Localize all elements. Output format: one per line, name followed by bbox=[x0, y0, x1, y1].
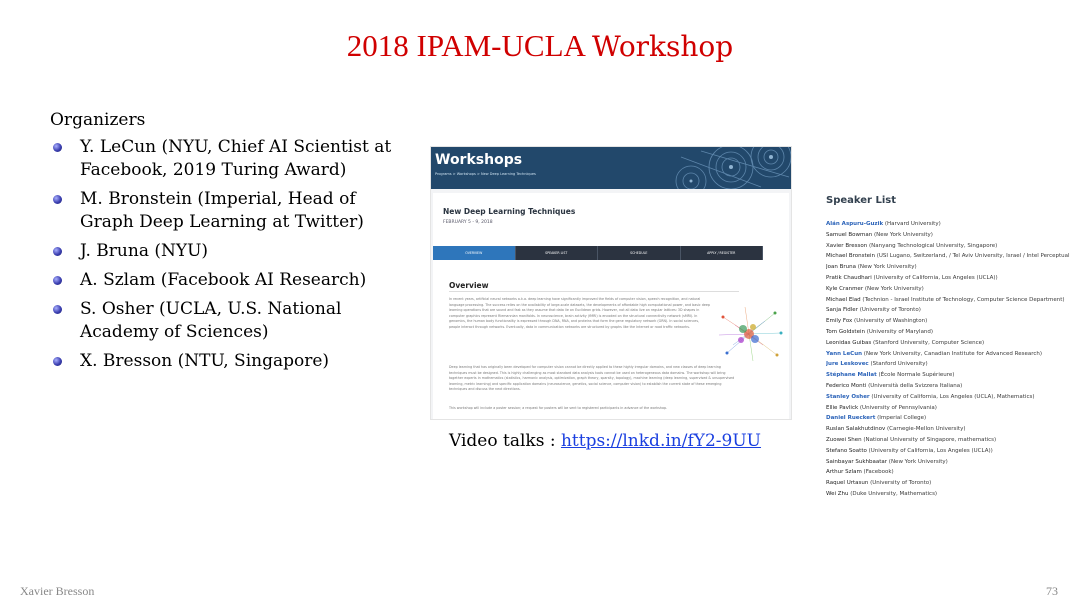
organizers-heading: Organizers bbox=[50, 110, 146, 130]
speaker-name[interactable]: Stéphane Mallat bbox=[826, 372, 877, 379]
bullet-icon bbox=[53, 305, 62, 314]
speaker-name[interactable]: Tom Goldstein bbox=[826, 328, 865, 335]
list-item bbox=[50, 188, 400, 234]
list-item bbox=[826, 338, 1076, 349]
list-item bbox=[826, 489, 1076, 500]
list-item bbox=[50, 136, 400, 182]
speaker-name[interactable]: Daniel Rueckert bbox=[826, 415, 876, 422]
list-item bbox=[826, 284, 1076, 295]
speaker-affiliation: (University of Washington) bbox=[852, 318, 928, 325]
organizer-text: Y. LeCun (NYU, Chief AI Scientist at Facebook, 2019 Turing Award) bbox=[80, 137, 392, 180]
speaker-affiliation: (Stanford University) bbox=[868, 361, 928, 368]
speaker-name[interactable]: Samuel Bowman bbox=[826, 231, 873, 238]
list-item bbox=[826, 305, 1076, 316]
speaker-affiliation: (University of California, Los Angeles (UCLA)) bbox=[871, 274, 998, 281]
speaker-name[interactable]: Ellie Pavlick bbox=[826, 404, 859, 411]
speaker-affiliation: (University of Pennsylvania) bbox=[858, 404, 937, 411]
event-title: New Deep Learning Techniques bbox=[443, 207, 576, 216]
network-graph-image bbox=[715, 305, 783, 363]
speaker-name[interactable]: Alán Aspuru-Guzik bbox=[826, 221, 884, 227]
bullet-icon bbox=[53, 357, 62, 366]
speaker-list-heading: Speaker List bbox=[826, 195, 896, 206]
organizer-text: A. Szlam (Facebook AI Research) bbox=[80, 270, 367, 290]
speaker-affiliation: (University of Maryland) bbox=[864, 328, 934, 335]
speaker-name[interactable]: Wei Zhu bbox=[826, 490, 849, 497]
speaker-affiliation: (University of California, Los Angeles (UCLA), Mathematics) bbox=[869, 393, 1035, 400]
organizer-text: M. Bronstein (Imperial, Head of Graph Deep Learning at Twitter) bbox=[80, 189, 364, 232]
organizer-text: S. Osher (UCLA, U.S. National Academy of Sciences) bbox=[80, 299, 342, 342]
speaker-name[interactable]: Raquel Urtasun bbox=[826, 480, 869, 487]
list-item bbox=[826, 467, 1076, 478]
speaker-affiliation: (Stanford University, Computer Science) bbox=[871, 339, 985, 346]
speaker-name[interactable]: Yann LeCun bbox=[826, 350, 863, 357]
speaker-name[interactable]: Federico Monti bbox=[826, 382, 867, 389]
list-item bbox=[826, 219, 1076, 230]
bullet-icon bbox=[53, 276, 62, 285]
list-item bbox=[50, 269, 400, 292]
speaker-name[interactable]: Sanja Fidler bbox=[826, 307, 858, 314]
overview-paragraph: This workshop will include a poster session; a request for posters will be sent to registered participants in advance of the workshop. bbox=[449, 406, 668, 410]
list-item bbox=[826, 327, 1076, 338]
list-item bbox=[50, 240, 400, 263]
title-main: 2018 IPAM-UCLA bbox=[346, 28, 592, 63]
tab-speaker-list[interactable]: SPEAKER LIST bbox=[516, 246, 599, 260]
speaker-affiliation: (Imperial College) bbox=[875, 415, 927, 422]
speaker-affiliation: (University of California, Los Angeles (UCLA)) bbox=[866, 447, 993, 454]
overview-heading: Overview bbox=[449, 281, 489, 290]
tab-schedule[interactable]: SCHEDULE bbox=[598, 246, 681, 260]
speaker-affiliation: (New York University) bbox=[863, 285, 924, 292]
slide-title bbox=[0, 28, 1080, 64]
speaker-affiliation: (New York University) bbox=[855, 264, 917, 271]
video-label: Video talks : bbox=[449, 431, 561, 451]
list-item bbox=[826, 349, 1076, 360]
tab-overview[interactable]: OVERVIEW bbox=[433, 246, 516, 260]
speaker-name[interactable]: Ruslan Salakhutdinov bbox=[826, 426, 886, 433]
website-tabs bbox=[433, 246, 763, 260]
speaker-affiliation: (University of Toronto) bbox=[857, 307, 921, 314]
speaker-name[interactable]: Stefano Soatto bbox=[826, 447, 867, 454]
list-item bbox=[826, 251, 1076, 262]
divider bbox=[449, 291, 739, 292]
tab-apply-register[interactable]: APPLY / REGISTER bbox=[681, 246, 764, 260]
speaker-name[interactable]: Michael Elad bbox=[826, 296, 861, 303]
list-item bbox=[826, 403, 1076, 414]
overview-paragraph: Deep learning that has originally been developed for computer vision cannot be directly applied to these highly irregular domains, and new classes of deep learning techniques must be designed. This is highly challenging as most standard data analysis tools cannot be used on heterogeneous data domains. The workshop will bring together experts in mathematics (statistics, harmonic analysis, optimization, graph theory, sparsity, topology), machine learning (deep learning, supervised & unsupervised learning, metric learning) and specific application domains (neuroscience, genetics, social science, computer vision) to establish the current state of these emerging techniques and discuss the next directions. bbox=[449, 365, 735, 392]
speaker-name[interactable]: Xavier Bresson bbox=[826, 242, 868, 249]
organizer-text: X. Bresson (NTU, Singapore) bbox=[80, 351, 330, 371]
list-item bbox=[826, 316, 1076, 327]
list-item bbox=[826, 262, 1076, 273]
speaker-affiliation: (University of Toronto) bbox=[868, 480, 932, 487]
breadcrumb: Programs > Workshops > New Deep Learning Techniques bbox=[435, 172, 536, 176]
speaker-affiliation: (Carnegie-Mellon University) bbox=[885, 426, 966, 433]
header-decoration-icon bbox=[621, 147, 791, 189]
event-date: FEBRUARY 5 - 9, 2018 bbox=[443, 220, 493, 225]
title-workshop: Workshop bbox=[591, 30, 734, 63]
list-item bbox=[826, 295, 1076, 306]
speaker-affiliation: (New York University) bbox=[887, 458, 948, 465]
website-header bbox=[431, 147, 791, 189]
bullet-icon bbox=[53, 143, 62, 152]
speaker-name[interactable]: Leonidas Guibas bbox=[826, 339, 872, 346]
workshop-website-screenshot bbox=[430, 146, 792, 420]
speaker-name[interactable]: Emily Fox bbox=[826, 318, 853, 325]
speaker-affiliation: (Facebook) bbox=[861, 469, 894, 476]
speaker-affiliation: (National University of Singapore, mathematics) bbox=[861, 436, 997, 443]
speaker-affiliation: (Technion - Israel Institute of Technology, Computer Science Department) bbox=[860, 296, 1065, 303]
organizer-text: J. Bruna (NYU) bbox=[80, 241, 209, 261]
speaker-name[interactable]: Stanley Osher bbox=[826, 393, 870, 400]
speaker-name[interactable]: Michael Bronstein bbox=[826, 253, 875, 260]
list-item bbox=[826, 359, 1076, 370]
list-item bbox=[826, 446, 1076, 457]
speaker-affiliation: (École Normale Supérieure) bbox=[876, 372, 955, 379]
speaker-name[interactable]: Jure Leskovec bbox=[826, 361, 869, 368]
speaker-name[interactable]: Kyle Cranmer bbox=[826, 285, 864, 292]
speaker-affiliation: (Harvard University) bbox=[883, 221, 941, 227]
list-item bbox=[826, 230, 1076, 241]
list-item bbox=[826, 381, 1076, 392]
list-item bbox=[826, 435, 1076, 446]
list-item bbox=[50, 298, 400, 344]
list-item bbox=[826, 424, 1076, 435]
video-talks bbox=[449, 431, 761, 451]
list-item bbox=[826, 241, 1076, 252]
speaker-name[interactable]: Sainbayar Sukhbaatar bbox=[826, 458, 888, 465]
speaker-affiliation: (New York University) bbox=[872, 231, 933, 238]
speaker-affiliation: (Nanyang Technological University, Singapore) bbox=[867, 242, 998, 249]
website-header-title: Workshops bbox=[435, 152, 523, 168]
speaker-name[interactable]: Joan Bruna bbox=[826, 264, 856, 271]
speaker-affiliation: (Duke University, Mathematics) bbox=[848, 490, 938, 497]
list-item bbox=[826, 273, 1076, 284]
footer-author: Xavier Bresson bbox=[20, 584, 95, 598]
list-item bbox=[826, 392, 1076, 403]
list-item bbox=[826, 457, 1076, 468]
page-number: 73 bbox=[1046, 584, 1058, 598]
list-item bbox=[826, 370, 1076, 381]
speaker-affiliation: (Università della Svizzera Italiana) bbox=[866, 382, 963, 389]
list-item bbox=[826, 413, 1076, 424]
speaker-list bbox=[826, 219, 1076, 500]
bullet-icon bbox=[53, 247, 62, 256]
website-content-card bbox=[433, 193, 789, 419]
video-link[interactable]: https://lnkd.in/fY2-9UU bbox=[560, 431, 762, 451]
organizers-list bbox=[50, 136, 400, 379]
speaker-affiliation: (New York University, Canadian Institute for Advanced Research) bbox=[862, 350, 1042, 357]
speaker-name[interactable]: Zuowei Shen bbox=[826, 436, 862, 443]
speaker-name[interactable]: Pratik Chaudhari bbox=[826, 274, 872, 281]
overview-paragraph: In recent years, artificial neural networks a.k.a. deep learning have significantly improved the fields of computer vision, speech recognition, and natural language processing. The success relies on the availability of large-scale datasets, the developments of affordable high computational power, and basic deep learning operations that are sound and fast as they assume that data lie on Euclidean grids. However, not all data live on regular lattices: 3D shapes in computer graphics represent Riemannian manifolds. In neuroscience, brain activity (fMRI) is encoded on the structural connectivity network (sMRI). In genomics, the human body functionality is expressed through DNA, RNA, and proteins that form the gene regulatory network (GRN). In social sciences, people interact through networks. Eventually, data in communication networks are structured by graphs like the Internet or road traffic networks. bbox=[449, 297, 710, 329]
list-item bbox=[50, 350, 400, 373]
speaker-name[interactable]: Arthur Szlam bbox=[826, 469, 862, 476]
list-item bbox=[826, 478, 1076, 489]
speaker-affiliation: (USI Lugano, Switzerland, / Tel Aviv University, Israel / Intel Perceptual bbox=[875, 253, 1070, 260]
bullet-icon bbox=[53, 195, 62, 204]
